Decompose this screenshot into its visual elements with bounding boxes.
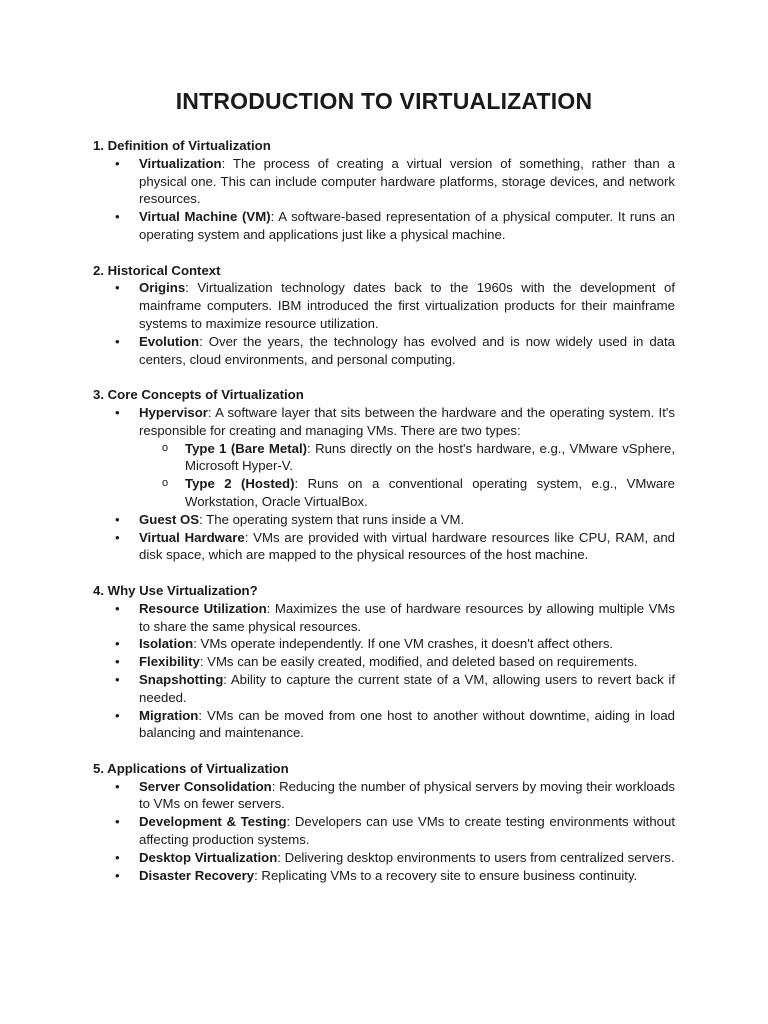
item-text: : The process of creating a virtual version of something, rather than a physical one. This can include computer hardware platforms, storage devices, and network resources. [139,155,675,207]
list-item [93,707,675,743]
section-heading: 3. Core Concepts of Virtualization [93,387,304,403]
item-term: Snapshotting [139,671,224,687]
sub-list-item [139,475,675,511]
bullet-list [93,778,675,885]
document-title: INTRODUCTION TO VIRTUALIZATION [175,88,593,114]
section-heading: 5. Applications of Virtualization [93,760,289,776]
list-item [93,671,675,707]
bullet-list [93,155,675,244]
item-text: : Replicating VMs to a recovery site to ensure business continuity. [254,867,638,883]
list-item [93,529,675,565]
item-term: Guest OS [139,511,200,527]
item-term: Desktop Virtualization [139,849,278,865]
item-text: : VMs operate independently. If one VM crashes, it doesn't affect others. [193,636,614,652]
item-term: Virtual Machine (VM) [139,209,271,225]
item-text: : Developers can use VMs to create testing environments without affecting production systems. [139,814,675,848]
item-term: Type 1 (Bare Metal) [185,440,308,456]
item-text: : Runs directly on the host's hardware, e.g., VMware vSphere, Microsoft Hyper-V. [185,440,676,474]
sub-list-item [139,440,675,476]
list-item [93,404,675,511]
item-term: Development & Testing [139,814,287,830]
list-item [93,778,675,814]
item-term: Hypervisor [139,404,208,420]
item-term: Type 2 (Hosted) [185,476,295,492]
item-term: Isolation [139,636,194,652]
item-term: Resource Utilization [139,600,267,616]
list-item [93,849,675,867]
section-why-use [93,582,675,742]
item-text: : VMs can be moved from one host to another without downtime, aiding in load balancing and maintenance. [139,707,675,741]
list-item [93,600,675,636]
section-core-concepts [93,386,675,564]
list-item [93,867,675,885]
item-term: Virtual Hardware [139,529,245,545]
item-text: : Virtualization technology dates back to the 1960s with the development of mainframe computers. IBM introduced the first virtualization products for their mainframe systems to maximize resource utilization. [139,280,675,331]
item-term: Disaster Recovery [139,867,255,883]
item-term: Migration [139,707,199,723]
list-item [93,155,675,208]
item-term: Origins [139,280,186,296]
item-term: Server Consolidation [139,778,272,794]
list-item [93,208,675,244]
bullet-list [93,404,675,564]
item-text: : Runs on a conventional operating system, e.g., VMware Workstation, Oracle VirtualBox. [185,476,675,509]
item-text: : A software layer that sits between the hardware and the operating system. It's responsible for creating and managing VMs. There are two types: [139,404,675,438]
list-item [93,511,675,529]
section-historical-context [93,262,675,369]
bullet-list [93,279,675,368]
document-body [93,137,675,902]
section-heading: 2. Historical Context [93,262,221,278]
section-applications [93,760,675,885]
item-text: : VMs can be easily created, modified, and deleted based on requirements. [199,654,638,670]
item-text: : Ability to capture the current state of a VM, allowing users to revert back if needed. [139,671,675,705]
item-text: : VMs are provided with virtual hardware resources like CPU, RAM, and disk space, which are mapped to the physical resources of the host machine. [139,529,675,563]
list-item [93,333,675,369]
item-term: Virtualization [139,155,222,171]
section-heading: 4. Why Use Virtualization? [93,582,258,598]
item-text: : Maximizes the use of hardware resources by allowing multiple VMs to share the same physical resources. [139,600,675,634]
item-term: Evolution [139,333,200,349]
item-term: Flexibility [139,654,200,670]
sub-bullet-list [139,440,675,511]
section-heading: 1. Definition of Virtualization [93,138,271,153]
list-item [93,635,675,653]
item-text: : A software-based representation of a physical computer. It runs an operating system and applications just like a physical machine. [139,209,675,242]
list-item [93,279,675,332]
item-text: : Over the years, the technology has evolved and is now widely used in data centers, cloud environments, and personal computing. [139,333,675,367]
item-text: : Delivering desktop environments to users from centralized servers. [277,849,675,865]
item-text: : The operating system that runs inside a VM. [199,511,465,527]
list-item [93,653,675,671]
bullet-list [93,600,675,742]
section-definition [93,137,675,244]
list-item [93,813,675,849]
item-text: : Reducing the number of physical servers by moving their workloads to VMs on fewer servers. [139,778,676,812]
